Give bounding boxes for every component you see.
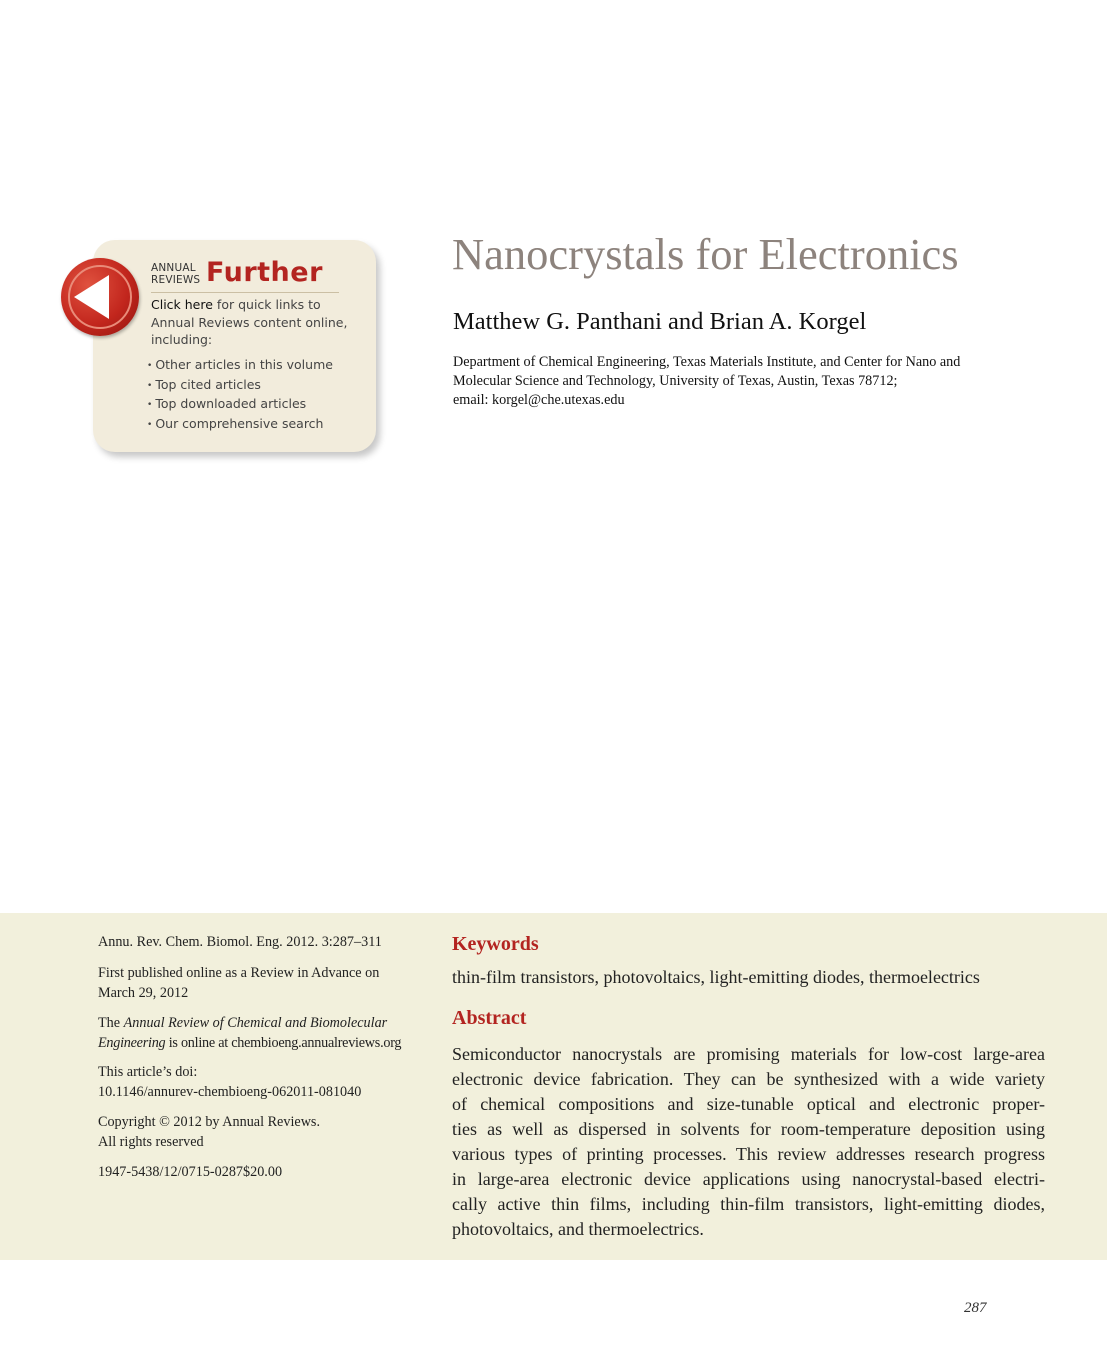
abstract-body — [452, 1042, 1045, 1242]
further-link-top-cited[interactable]: • Top cited articles — [147, 376, 333, 396]
back-arrow-icon[interactable] — [61, 258, 139, 336]
rights-line: All rights reserved — [98, 1133, 204, 1150]
copyright-line: Copyright © 2012 by Annual Reviews. — [98, 1114, 321, 1130]
brand-line-annual: ANNUAL — [151, 262, 196, 274]
first-published-line: First published online as a Review in Advance on — [98, 965, 380, 981]
further-intro — [151, 296, 351, 349]
doi-block — [98, 1063, 438, 1102]
author-affiliation — [453, 353, 1053, 410]
keywords-list: thin-film transistors, photovoltaics, light-emitting diodes, thermoelectrics — [452, 967, 980, 987]
copyright — [98, 1113, 438, 1152]
first-published — [98, 964, 438, 1003]
citation: Annu. Rev. Chem. Biomol. Eng. 2012. 3:287–311 — [98, 934, 382, 950]
article-authors: Matthew G. Panthani and Brian A. Korgel — [453, 308, 867, 335]
brand-line-reviews: REVIEWS — [151, 274, 201, 286]
further-divider — [151, 292, 339, 293]
page-number: 287 — [964, 1300, 987, 1316]
abstract-line: of chemical compositions and size-tunable optical and electronic proper- — [452, 1094, 1045, 1114]
abstract-line: in large-area electronic device applications using nanocrystal-based electri- — [452, 1169, 1045, 1189]
abstract-line: various types of printing processes. This review addresses research progress — [452, 1144, 1045, 1164]
keywords-heading: Keywords — [452, 933, 539, 955]
further-link-search[interactable]: • Our comprehensive search — [147, 415, 333, 435]
journal-name: Engineering — [98, 1034, 166, 1051]
doi-label: This article’s doi: — [98, 1064, 198, 1080]
abstract-line: ties as well as dispersed in solvents for room-temperature deposition using — [452, 1119, 1045, 1139]
abstract-line: photovoltaics, and thermoelectrics. — [452, 1219, 704, 1239]
journal-name: Annual Review of Chemical and Biomolecular — [123, 1015, 388, 1031]
article-title: Nanocrystals for Electronics — [452, 229, 959, 279]
doi-value[interactable]: 10.1146/annurev-chembioeng-062011-081040 — [98, 1083, 362, 1100]
abstract-line: Semiconductor nanocrystals are promising materials for low-cost large-area — [452, 1044, 1045, 1064]
issn: 1947-5438/12/0715-0287$20.00 — [98, 1164, 283, 1180]
journal-prefix: The — [98, 1015, 121, 1031]
further-link-other-articles[interactable]: • Other articles in this volume — [147, 356, 333, 376]
further-link-top-downloaded[interactable]: • Top downloaded articles — [147, 395, 333, 415]
click-here-link[interactable]: Click here — [151, 297, 213, 312]
affiliation-line: Department of Chemical Engineering, Texas Materials Institute, and Center for Nano and — [453, 354, 961, 370]
first-published-date: March 29, 2012 — [98, 984, 189, 1001]
brand-further: Further — [206, 257, 323, 288]
abstract-line: cally active thin films, including thin-film transistors, light-emitting diodes, — [452, 1194, 1045, 1214]
further-links-list — [147, 356, 333, 434]
journal-online-note — [98, 1014, 438, 1053]
affiliation-line: Molecular Science and Technology, University of Texas, Austin, Texas 78712; — [453, 373, 898, 389]
journal-url[interactable]: is online at chembioeng.annualreviews.org — [168, 1034, 402, 1051]
abstract-line: electronic device fabrication. They can be synthesized with a wide variety — [452, 1069, 1045, 1089]
further-intro-text: for quick links to Annual Reviews content online, including: — [151, 297, 348, 347]
abstract-heading: Abstract — [452, 1007, 527, 1029]
author-email[interactable]: email: korgel@che.utexas.edu — [453, 392, 625, 408]
